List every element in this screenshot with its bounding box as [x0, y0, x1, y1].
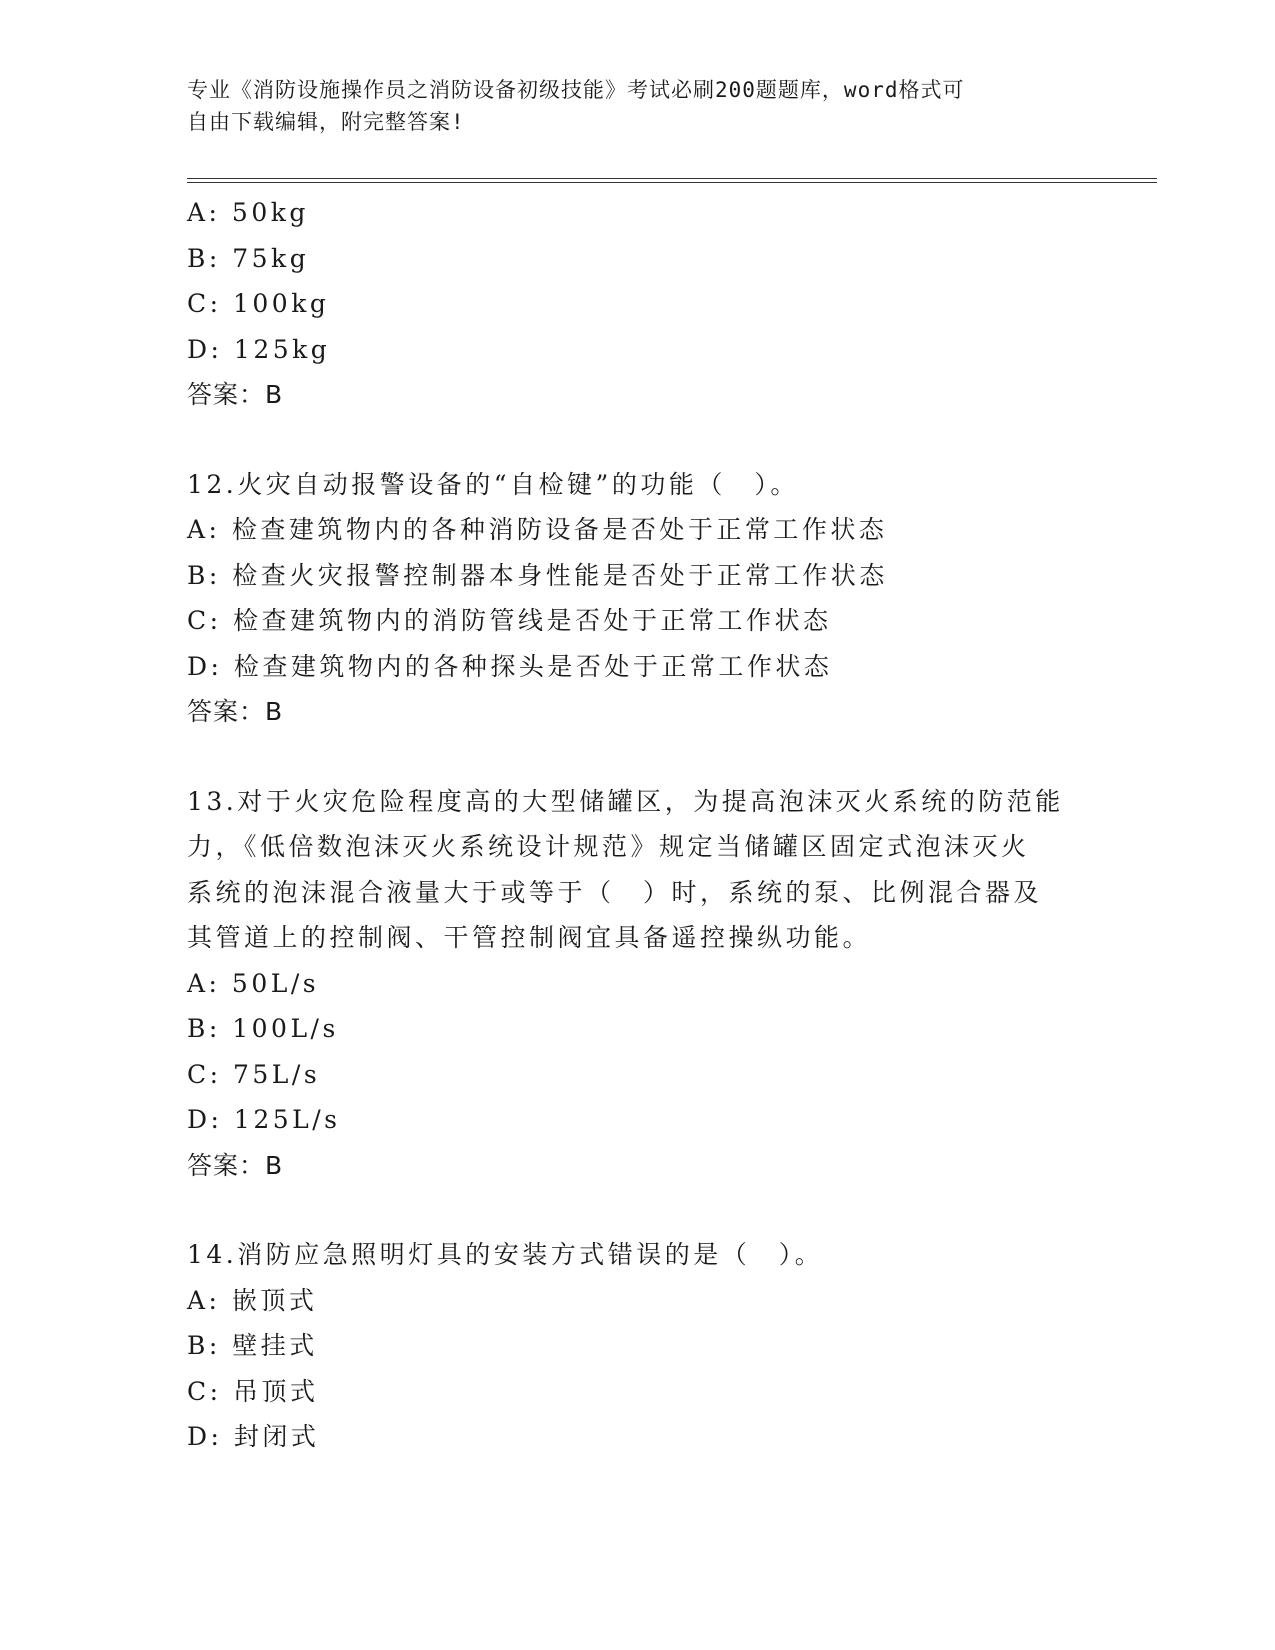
option-b: B: 75kg — [187, 243, 310, 273]
option-d: D: 125L/s — [187, 1105, 341, 1134]
question-12 — [187, 462, 1157, 735]
answer: 答案：B — [187, 380, 284, 409]
question-13 — [187, 779, 1157, 1189]
document-header — [187, 74, 1067, 138]
option-a: A: 检查建筑物内的各种消防设备是否处于正常工作状态 — [187, 515, 888, 544]
option-d: D: 封闭式 — [187, 1422, 320, 1451]
question-list — [187, 190, 1157, 1460]
option-c: C: 100kg — [187, 289, 330, 318]
question-14 — [187, 1232, 1157, 1460]
option-b: B: 100L/s — [187, 1014, 339, 1043]
question-stem: 12.火灾自动报警设备的“自检键”的功能（ ）。 — [187, 469, 799, 499]
question-11 — [187, 190, 1157, 418]
question-stem: 14.消防应急照明灯具的安装方式错误的是（ ）。 — [187, 1240, 824, 1269]
option-d: D: 125kg — [187, 334, 331, 364]
option-a: A: 嵌顶式 — [187, 1285, 318, 1315]
option-c: C: 75L/s — [187, 1059, 321, 1089]
question-stem-line-1: 13.对于火灾危险程度高的大型储罐区，为提高泡沫灭火系统的防范能 — [187, 786, 1064, 816]
answer: 答案：B — [187, 1150, 284, 1180]
header-divider — [187, 178, 1157, 183]
spacer — [187, 1188, 1157, 1232]
option-d: D: 检查建筑物内的各种探头是否处于正常工作状态 — [187, 651, 833, 681]
spacer — [187, 418, 1157, 462]
header-line-2: 自由下载编辑，附完整答案! — [187, 110, 465, 134]
option-b: B: 检查火灾报警控制器本身性能是否处于正常工作状态 — [187, 560, 888, 590]
option-c: C: 检查建筑物内的消防管线是否处于正常工作状态 — [187, 606, 832, 635]
question-stem-line-2: 力，《低倍数泡沫灭火系统设计规范》规定当储罐区固定式泡沫灭火 — [187, 832, 1030, 861]
option-a: A: 50L/s — [187, 968, 320, 998]
option-b: B: 壁挂式 — [187, 1331, 318, 1360]
header-line-1: 专业《消防设施操作员之消防设备初级技能》考试必刷200题题库，word格式可 — [187, 78, 965, 102]
question-stem-line-4: 其管道上的控制阀、干管控制阀宜具备遥控操纵功能。 — [187, 923, 872, 952]
spacer — [187, 735, 1157, 779]
answer: 答案：B — [187, 697, 284, 726]
option-a: A: 50kg — [187, 198, 309, 227]
option-c: C: 吊顶式 — [187, 1376, 319, 1406]
question-stem-line-3: 系统的泡沫混合液量大于或等于（ ）时，系统的泵、比例混合器及 — [187, 877, 1043, 907]
